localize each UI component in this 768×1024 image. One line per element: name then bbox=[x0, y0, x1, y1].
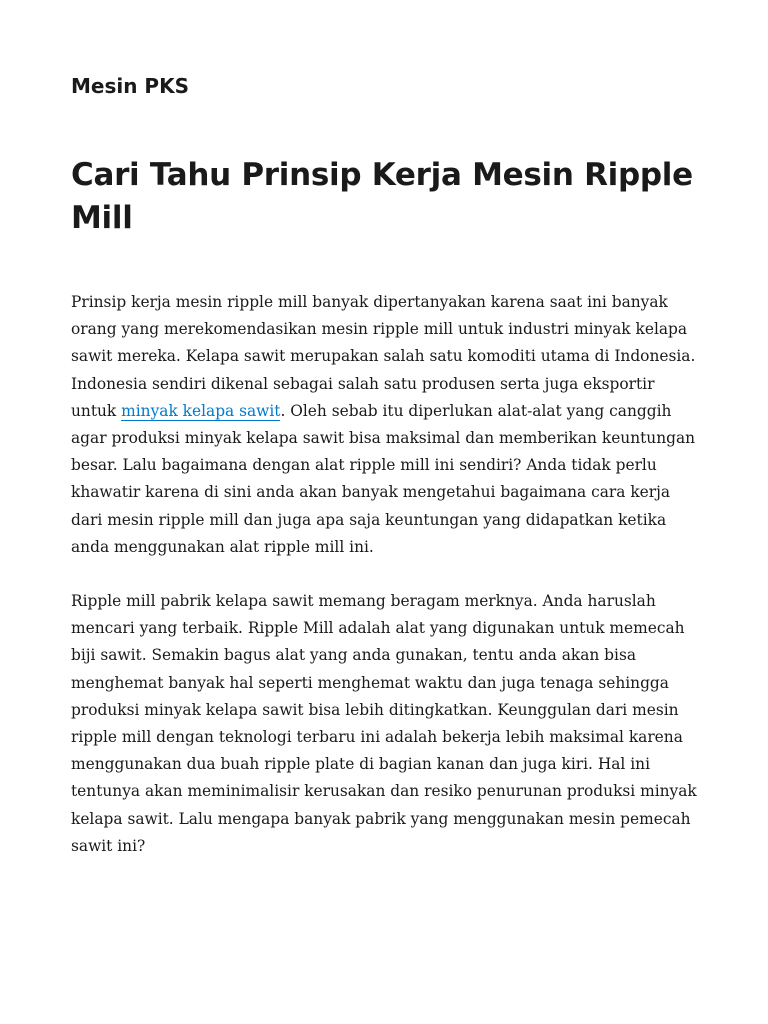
site-title-link[interactable]: Mesin PKS bbox=[71, 74, 189, 98]
post-title: Cari Tahu Prinsip Kerja Mesin Ripple Mill bbox=[71, 157, 693, 236]
paragraph-1 bbox=[71, 289, 699, 561]
entry-content bbox=[71, 289, 699, 887]
paragraph-2: Ripple mill pabrik kelapa sawit memang beragam merknya. Anda haruslah mencari yang terbaik. Ripple Mill adalah alat yang digunakan untuk memecah biji sawit. Semakin bagus alat yang anda gunakan, tentu anda akan bisa menghemat banyak hal seperti menghemat waktu dan juga tenaga sehingga produksi minyak kelapa sawit bisa lebih ditingkatkan. Keunggulan dari mesin ripple mill dengan teknologi terbaru ini adalah bekerja lebih maksimal karena menggunakan dua buah ripple plate di bagian kanan dan juga kiri. Hal ini tentunya akan meminimalisir kerusakan dan resiko penurunan produksi minyak kelapa sawit. Lalu mengapa banyak pabrik yang menggunakan mesin pemecah sawit ini? bbox=[71, 592, 697, 855]
minyak-kelapa-sawit-link[interactable]: minyak kelapa sawit bbox=[121, 401, 281, 420]
paragraph-1-text-before-link: Prinsip kerja mesin ripple mill banyak dipertanyakan karena saat ini banyak orang yang merekomendasikan mesin ripple mill untuk industri minyak kelapa sawit mereka. Kelapa sawit merupakan salah satu komoditi utama di Indonesia. Indonesia sendiri dikenal sebagai salah satu produsen serta juga eksportir untuk bbox=[71, 293, 696, 420]
paragraph-1-text-after-link: . Oleh sebab itu diperlukan alat-alat yang canggih agar produksi minyak kelapa sawit bisa maksimal dan memberikan keuntungan besar. Lalu bagaimana dengan alat ripple mill ini sendiri? Anda tidak perlu khawatir karena di sini anda akan banyak mengetahui bagaimana cara kerja dari mesin ripple mill dan juga apa saja keuntungan yang didapatkan ketika anda menggunakan alat ripple mill ini. bbox=[71, 401, 696, 556]
